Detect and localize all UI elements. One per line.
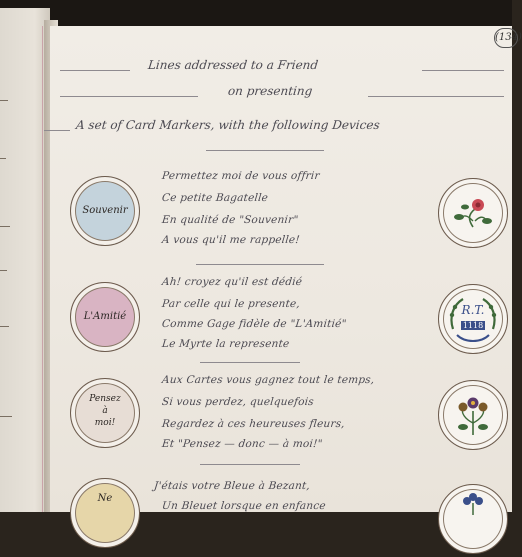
book-shadow-top xyxy=(0,0,512,28)
verse-1-line-2: Ce petite Bagatelle xyxy=(161,192,269,204)
monogram-letters: R.T. xyxy=(461,303,485,317)
verse-1-line-4: A vous qu'il me rappelle! xyxy=(161,234,301,246)
verse-3-line-2: Si vous perdez, quelquefois xyxy=(161,396,315,408)
card-marker-souvenir xyxy=(70,176,140,246)
flower-icon xyxy=(438,484,508,554)
verse-4-line-2: Un Bleuet lorsque en enfance xyxy=(161,500,327,512)
verse-3-line-1: Aux Cartes vous gagnez tout le temps, xyxy=(161,374,376,386)
pansy-spray-icon xyxy=(438,380,508,450)
verse-1-line-1: Permettez moi de vous offrir xyxy=(161,170,321,182)
verse-2-line-4: Le Myrte la represente xyxy=(161,338,290,350)
heading-line-1: Lines addressed to a Friend xyxy=(147,58,319,72)
margin-line xyxy=(42,26,43,512)
verse-4-line-1: J'étais votre Bleue à Bezant, xyxy=(153,480,311,492)
verse-3-line-3: Regardez à ces heureuses fleurs, xyxy=(161,418,346,430)
card-marker-pensez xyxy=(70,378,140,448)
card-marker-ne xyxy=(70,478,140,548)
manuscript-page xyxy=(50,26,522,512)
card-marker-amitie xyxy=(70,282,140,352)
disc-label-pensez: Pensez à moi! xyxy=(89,394,121,428)
disc-label-souvenir: Souvenir xyxy=(82,205,128,216)
verse-2-line-3: Comme Gage fidèle de "L'Amitié" xyxy=(161,318,348,330)
verse-2-line-1: Ah! croyez qu'il est dédié xyxy=(161,276,303,288)
verse-2-line-2: Par celle qui le presente, xyxy=(161,298,301,310)
monogram-wreath-icon xyxy=(438,284,508,354)
heading-line-2: on presenting xyxy=(227,84,314,98)
heading-line-3: A set of Card Markers, with the following Devices xyxy=(75,118,381,132)
verse-1-line-3: En qualité de "Souvenir" xyxy=(161,214,299,226)
rose-wreath-icon xyxy=(438,178,508,248)
disc-label-ne: Ne xyxy=(97,493,113,504)
verse-3-line-4: Et "Pensez — donc — à moi!" xyxy=(161,438,324,450)
page-number: (134) xyxy=(494,28,518,48)
disc-label-amitie: L'Amitié xyxy=(83,311,127,322)
monogram-year: 1118 xyxy=(462,321,484,330)
